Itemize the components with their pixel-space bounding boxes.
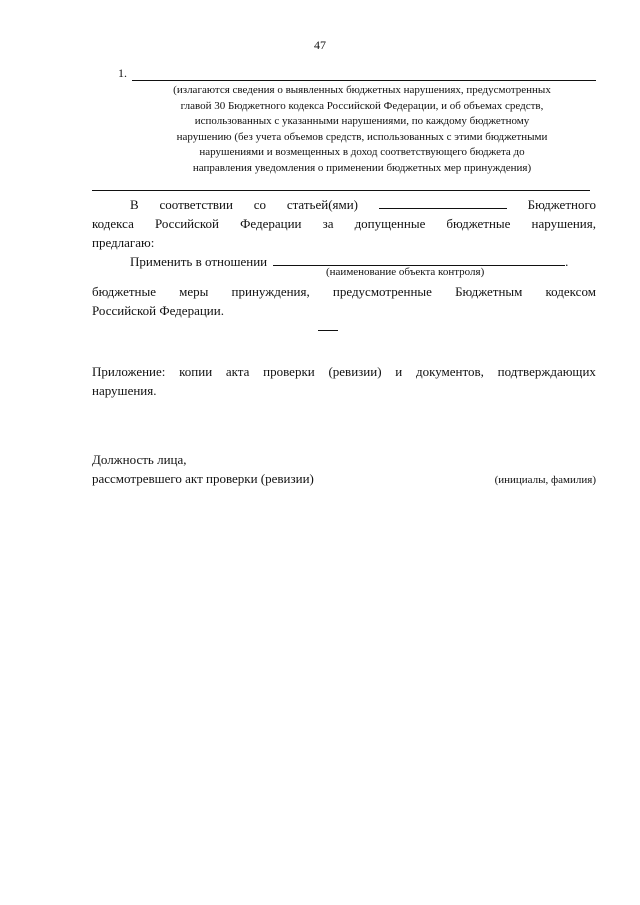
main-line-3: предлагаю: — [92, 235, 155, 250]
signature-block — [92, 450, 596, 490]
word: акта — [225, 364, 250, 379]
word: допущенные — [354, 216, 426, 231]
word: кодексом — [545, 284, 596, 299]
word: Бюджетного — [527, 197, 596, 212]
word: меры — [179, 284, 209, 299]
word: В — [130, 197, 139, 212]
item-1-blank-line[interactable] — [132, 80, 596, 81]
note-line: (излагаются сведения о выявленных бюджетных нарушениях, предусмотренных — [173, 84, 551, 96]
separator-dash — [318, 330, 338, 331]
word: бюджетные — [92, 284, 157, 299]
word: и — [395, 364, 403, 379]
word: за — [322, 216, 334, 231]
word: соответствии — [159, 197, 233, 212]
measures-line-1 — [92, 282, 596, 301]
attachment-line-2: нарушения. — [92, 383, 157, 398]
word: подтверждающих — [497, 364, 596, 379]
main-line-1 — [92, 194, 596, 214]
measures-line-2: Российской Федерации. — [92, 303, 224, 318]
note-line: главой 30 Бюджетного кодекса Российской Федерации, и об объемах средств, — [180, 99, 544, 112]
attachment-paragraph — [92, 362, 596, 400]
attachment-line-1 — [92, 362, 596, 381]
word: предусмотренные — [332, 284, 432, 299]
signature-row — [92, 469, 596, 490]
word: со — [253, 197, 267, 212]
position-title-line: Должность лица, — [92, 452, 187, 467]
word: (ревизии) — [328, 364, 382, 379]
word: Бюджетным — [455, 284, 523, 299]
word: проверки — [263, 364, 315, 379]
main-line-2 — [92, 214, 596, 233]
word: нарушения, — [531, 216, 596, 231]
page-number: 47 — [314, 38, 326, 52]
word: документов, — [415, 364, 484, 379]
word: принуждения, — [231, 284, 310, 299]
control-object-note: (наименование объекта контроля) — [326, 266, 485, 278]
section-divider — [92, 190, 590, 191]
initials-surname-note: (инициалы, фамилия) — [494, 474, 596, 486]
measures-paragraph — [92, 282, 596, 320]
word: кодекса — [92, 216, 134, 231]
articles-blank-field[interactable] — [379, 194, 507, 209]
main-paragraph — [92, 194, 596, 252]
note-line: использованных с указанными нарушениями, по каждому бюджетному — [194, 115, 530, 127]
item-1-row — [118, 66, 596, 84]
word: копии — [179, 364, 213, 379]
apply-period: . — [565, 254, 569, 269]
note-line: направления уведомления о применении бюджетных мер принуждения) — [192, 161, 532, 174]
word: Российской — [154, 216, 220, 231]
item-1-instruction-note — [128, 83, 596, 176]
word: статьей(ями) — [286, 197, 359, 212]
word: Приложение: — [92, 364, 166, 379]
control-object-blank-field[interactable] — [273, 251, 565, 266]
apply-text: Применить в отношении — [130, 254, 268, 269]
note-line: нарушению (без учета объемов средств, использованных с этими бюджетными — [176, 130, 548, 143]
item-1-number: 1. — [118, 66, 127, 80]
note-line: нарушениями и возмещенных в доход соответствующего бюджета до — [199, 146, 525, 158]
word: бюджетные — [446, 216, 511, 231]
reviewer-label: рассмотревшего акт проверки (ревизии) — [92, 471, 314, 486]
word: Федерации — [240, 216, 302, 231]
